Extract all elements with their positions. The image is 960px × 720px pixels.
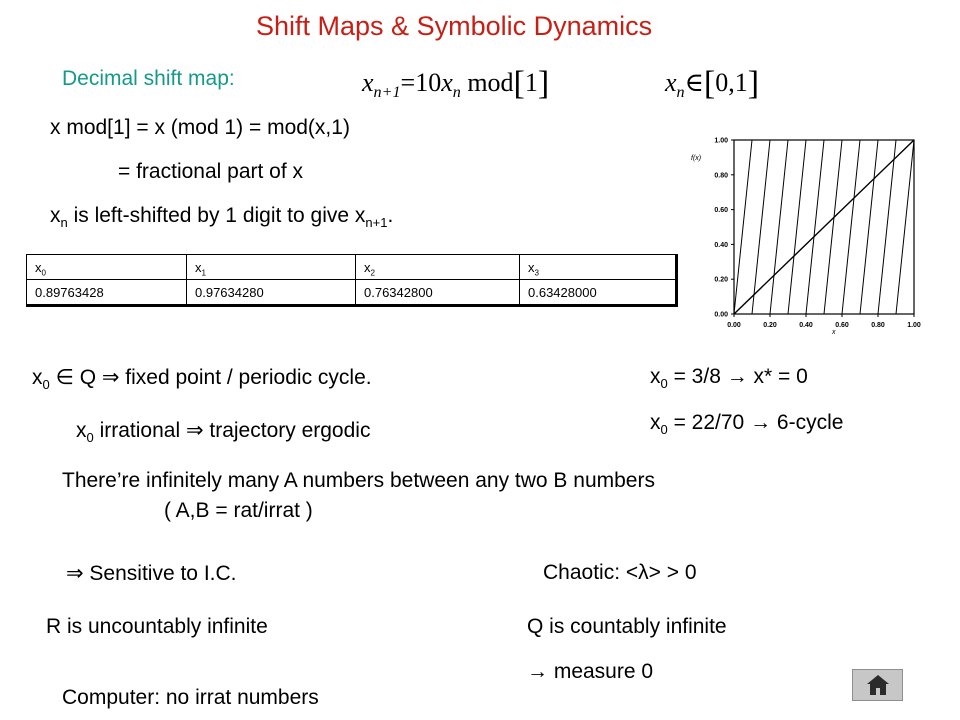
fractional-part-line: = fractional part of x: [118, 160, 304, 183]
home-button[interactable]: [852, 669, 903, 701]
x-tick-label: 0.20: [763, 322, 777, 329]
branch-line: [734, 140, 752, 314]
value-x3: 0.63428000: [520, 280, 677, 306]
branch-line: [788, 140, 806, 314]
eq-bracket-open: [: [513, 65, 525, 102]
y-tick-label: 1.00: [714, 137, 728, 145]
shift-map-chart: [684, 126, 944, 341]
x-axis-label: x: [832, 329, 836, 336]
y-tick-label: 0.60: [714, 207, 728, 215]
header-x0: $x_0$: [27, 255, 187, 280]
x-tick-label: 0.60: [835, 322, 849, 329]
branch-line: [824, 140, 842, 314]
rat-irrat-note: ( A,B = rat/irrat ): [164, 499, 313, 522]
eq-sub-n: n: [452, 84, 461, 102]
y-tick-label: 0.00: [714, 311, 728, 319]
shift-sequence-table: [26, 254, 678, 307]
value-x1: 0.97634280: [187, 280, 356, 306]
infinitely-many-line: There’re infinitely many A numbers between any two B numbers: [62, 469, 655, 492]
eq-x2: x: [441, 68, 453, 97]
dom-interval: 0,1: [715, 68, 748, 97]
branch-line: [770, 140, 788, 314]
example-six-cycle: $x_0 = 22/70$ → 6-cycle: [650, 411, 844, 438]
x-tick-label: 1.00: [907, 322, 921, 329]
value-x0: 0.89763428: [27, 280, 187, 306]
eq-equals: =10: [400, 68, 442, 97]
home-icon: [865, 673, 891, 697]
dom-x: x: [665, 68, 677, 97]
dom-sub-n: n: [676, 84, 685, 102]
branch-line: [806, 140, 824, 314]
y-tick-label: 0.80: [714, 172, 728, 180]
computer-line: Computer: no irrat numbers: [62, 686, 319, 709]
chaotic-line: Chaotic: <λ> > 0: [543, 561, 697, 584]
q-countable-line: Q is countably infinite: [527, 615, 727, 638]
dom-in: ∈: [684, 68, 704, 97]
x-tick-label: 0.00: [727, 322, 741, 329]
rational-fixed-point-line: $x_0$ ∈ Q ⇒ fixed point / periodic cycle.: [32, 366, 372, 393]
measure-zero-line: → measure 0: [527, 660, 654, 683]
table-row: [27, 280, 677, 306]
branch-line: [896, 140, 914, 314]
irrational-ergodic-line: $x_0$ irrational ⇒ trajectory ergodic: [76, 419, 371, 446]
shift-x: x: [50, 204, 61, 227]
y-tick-label: 0.20: [714, 276, 728, 284]
header-x2: $x_2$: [356, 255, 520, 280]
x-tick-label: 0.40: [799, 322, 813, 329]
table-header-row: [27, 255, 677, 280]
left-shift-line: [50, 204, 394, 231]
domain-equation: [665, 65, 759, 103]
x-tick-label: 0.80: [871, 322, 885, 329]
mod-definition: x mod[1] = x (mod 1) = mod(x,1): [50, 116, 350, 139]
eq-mod: mod: [460, 68, 514, 97]
decimal-shift-label: Decimal shift map:: [62, 67, 235, 90]
r-uncountable-line: R is uncountably infinite: [46, 615, 268, 638]
shift-period: .: [387, 204, 394, 227]
shift-map-equation: [362, 65, 549, 103]
sensitive-ic-line: ⇒ Sensitive to I.C.: [66, 562, 237, 585]
y-tick-label: 0.40: [714, 241, 728, 249]
shift-sub-n: n: [60, 215, 68, 231]
branch-line: [860, 140, 878, 314]
branch-line: [842, 140, 860, 314]
example-three-eighths: $x_0 = 3/8 \to x* = 0$: [650, 365, 808, 392]
slide-title: Shift Maps & Symbolic Dynamics: [256, 11, 653, 41]
eq-x: x: [362, 68, 374, 97]
eq-sub-n1: n+1: [373, 84, 401, 102]
dom-bracket-open: [: [703, 65, 716, 102]
dom-bracket-close: ]: [747, 65, 760, 102]
y-axis-label: f(x): [691, 155, 702, 162]
header-x3: $x_3$: [520, 255, 677, 280]
eq-bracket-close: ]: [537, 65, 550, 102]
header-x1: $x_1$: [187, 255, 356, 280]
eq-one: 1: [524, 68, 538, 97]
shift-text: is left-shifted by 1 digit to give x: [67, 204, 366, 227]
shift-sub-n1: n+1: [365, 215, 388, 231]
value-x2: 0.76342800: [356, 280, 520, 306]
